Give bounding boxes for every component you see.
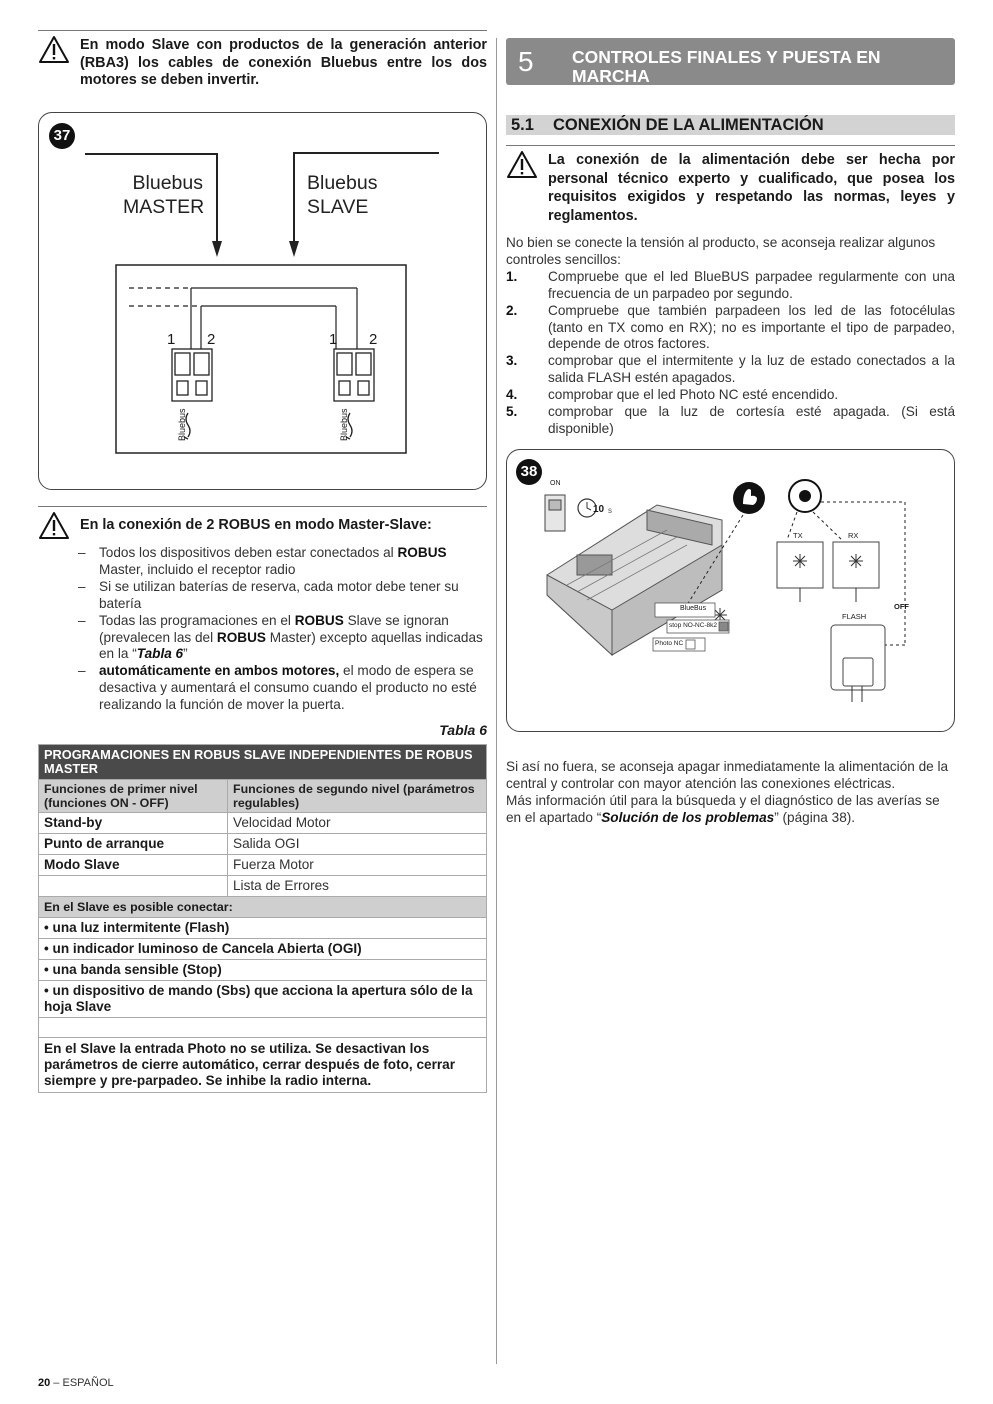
list-item: – Si se utilizan baterías de reserva, cada motor debe tener su batería: [78, 578, 459, 611]
table-caption: Tabla 6: [439, 722, 487, 739]
terminal-1-slave: 1: [329, 330, 338, 348]
table-title: PROGRAMACIONES EN ROBUS SLAVE INDEPENDIENTES DE ROBUS MASTER: [39, 745, 487, 780]
list-item: – Todas las programaciones en el ROBUS Slave se ignoran (prevalecen las del ROBUS Master) excepto aquellas indicadas en la “Tabla 6”: [78, 612, 483, 662]
table-row: • un indicador luminoso de Cancela Abierta (OGI): [39, 939, 487, 960]
label-bluebus-master: Bluebus MASTER: [123, 171, 205, 218]
master-slave-list: [38, 545, 487, 714]
figure-38: [506, 449, 955, 732]
check-steps: [506, 269, 955, 438]
table-6: [38, 744, 487, 1093]
timer-unit: s: [608, 505, 612, 515]
section-heading: [506, 115, 955, 135]
bluebus-led-label: BlueBus: [680, 604, 707, 612]
after-text-2: Más información útil para la búsqueda y el diagnóstico de las averías se en el apartado “Solución de los problemas” (página 38).: [506, 792, 940, 825]
bluebus-vertical-label-2: Bluebus: [339, 407, 349, 441]
table-row: • un dispositivo de mando (Sbs) que acciona la apertura sólo de la hoja Slave: [39, 981, 487, 1018]
figure-37-badge: 37: [49, 123, 75, 149]
list-item: 2. Compruebe que también parpadeen los led de las fotocélulas (tanto en TX como en RX); no es importante el tipo de parpadeo, depende de otros factores.: [506, 302, 955, 352]
warning-master-slave: [38, 506, 487, 535]
bluebus-wiring-diagram: [39, 113, 488, 491]
warning-icon: [506, 150, 538, 180]
bluebus-vertical-label-1: Bluebus: [177, 407, 187, 441]
warning-rba3-text: En modo Slave con productos de la generación anterior (RBA3) los cables de conexión Bluebus entre los dos motores se deben invertir.: [80, 37, 487, 88]
list-item: 1. Compruebe que el led BlueBUS parpadee regularmente con una frecuencia de un parpadeo por segundo.: [506, 268, 955, 301]
column-divider: [496, 38, 497, 1364]
table-row: Stand-by Velocidad Motor: [39, 813, 487, 834]
terminal-2-slave: 2: [369, 330, 378, 348]
photo-nc-label: Photo NC: [655, 639, 684, 647]
terminal-1-master: 1: [167, 330, 176, 348]
page-number: 20: [38, 1377, 51, 1389]
table-row: [39, 1018, 487, 1038]
tx-label: TX: [793, 530, 803, 540]
warning-icon: [38, 35, 70, 65]
list-item: 3. comprobar que el intermitente y la luz de estado conectados a la salida FLASH estén apagados.: [506, 353, 955, 386]
flash-label: FLASH: [842, 611, 867, 621]
chapter-number: 5: [518, 46, 534, 77]
on-label: ON: [550, 479, 561, 487]
figure-38-badge: 38: [516, 459, 542, 485]
left-column: [38, 30, 487, 1093]
right-column: [506, 38, 955, 827]
table-row: • una banda sensible (Stop): [39, 960, 487, 981]
table-row: Lista de Errores: [39, 876, 487, 897]
terminal-2-master: 2: [207, 330, 216, 348]
table-row: En el Slave la entrada Photo no se utiliza. Se desactivan los parámetros de cierre automático, cerrar después de foto, cerrar siempre y pre-parpadeo. Se inhibe la radio interna.: [39, 1038, 487, 1093]
column-header: Funciones de primer nivel (funciones ON - OFF): [39, 780, 228, 813]
stop-led-label: stop NO-NC-8k2: [669, 621, 718, 629]
timer-value: 10: [593, 503, 605, 515]
page-footer: [38, 1377, 114, 1389]
table-row: Modo Slave Fuerza Motor: [39, 855, 487, 876]
warning-power: [506, 145, 955, 225]
table-row: Punto de arranque Salida OGI: [39, 834, 487, 855]
table-subheader: En el Slave es posible conectar:: [39, 897, 487, 918]
section-title: CONEXIÓN DE LA ALIMENTACIÓN: [553, 116, 824, 134]
warning-icon: [38, 511, 70, 541]
list-item: – automáticamente en ambos motores, el modo de espera se desactiva y aumentará el consumo cuando el producto no esté realizando la función de mover la puerta.: [78, 663, 477, 713]
column-header: Funciones de segundo nivel (parámetros regulables): [228, 780, 487, 813]
rx-label: RX: [848, 530, 859, 540]
control-unit-illustration: [507, 450, 956, 733]
troubleshooting-link[interactable]: Solución de los problemas: [601, 809, 775, 825]
section-number: 5.1: [511, 116, 534, 134]
intro-text: No bien se conecte la tensión al producto, se aconseja realizar algunos controles sencillos:: [506, 235, 936, 267]
warning-master-slave-text: En la conexión de 2 ROBUS en modo Master-Slave:: [80, 516, 432, 533]
table-row: • una luz intermitente (Flash): [39, 918, 487, 939]
off-label: OFF: [894, 601, 909, 611]
after-text-1: Si así no fuera, se aconseja apagar inmediatamente la alimentación de la central y controlar con mayor atención las conexiones eléctricas.: [506, 758, 949, 791]
list-item: 4. comprobar que el led Photo NC esté encendido.: [506, 387, 839, 403]
warning-power-text: La conexión de la alimentación debe ser hecha por personal técnico experto y cualificado, que posea los requisitos exigidos y respetando las normas, leyes y reglamentos.: [548, 152, 955, 224]
chapter-heading: [506, 38, 955, 85]
footer-language: – ESPAÑOL: [50, 1377, 114, 1389]
list-item: – Todos los dispositivos deben estar conectados al ROBUS Master, incluido el receptor radio: [78, 545, 447, 577]
warning-rba3: [38, 30, 487, 90]
chapter-title: CONTROLES FINALES Y PUESTA EN MARCHA: [572, 47, 881, 86]
figure-37: [38, 112, 487, 490]
list-item: 5. comprobar que la luz de cortesía esté apagada. (Si está disponible): [506, 404, 955, 436]
label-bluebus-slave: Bluebus SLAVE: [307, 171, 378, 218]
